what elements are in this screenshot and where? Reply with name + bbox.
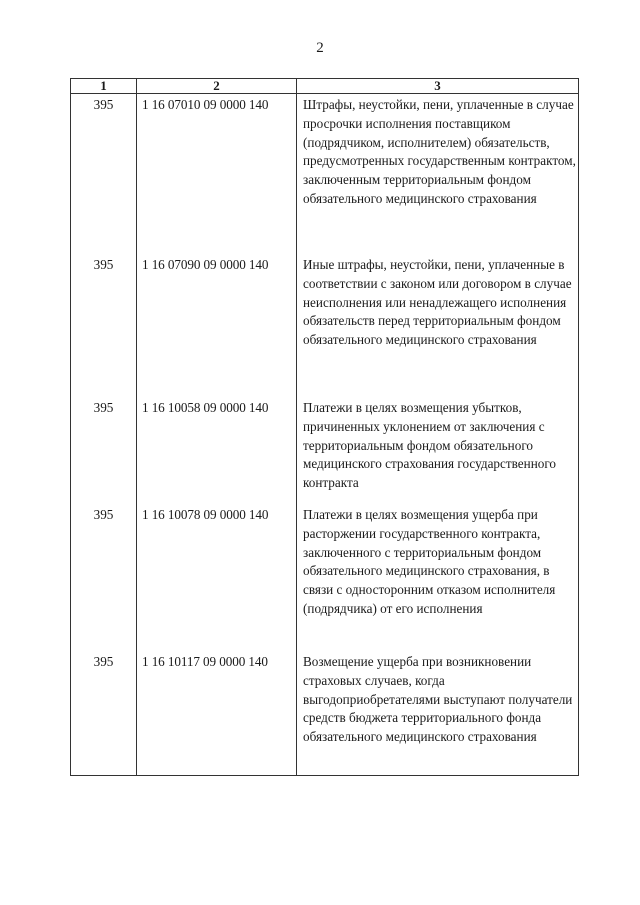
admin-code-cell: 395 (71, 254, 137, 397)
table-row (71, 254, 579, 397)
description-cell: Возмещение ущерба при возникновении страховых случаев, когда выгодоприобретателями выступают получатели средств бюджета территориального фонда обязательного медицинского страхования (297, 651, 579, 776)
column-header-1: 1 (71, 79, 137, 94)
admin-code-cell: 395 (71, 504, 137, 651)
kbk-code-cell: 1 16 07090 09 0000 140 (137, 254, 297, 397)
column-header-2: 2 (137, 79, 297, 94)
admin-code-cell: 395 (71, 397, 137, 504)
kbk-code-cell: 1 16 10078 09 0000 140 (137, 504, 297, 651)
column-header-3: 3 (297, 79, 579, 94)
table-row (71, 94, 579, 255)
admin-code-cell: 395 (71, 651, 137, 776)
page-number: 2 (316, 40, 324, 56)
kbk-code-cell: 1 16 10117 09 0000 140 (137, 651, 297, 776)
table-header-row (71, 79, 579, 94)
description-cell: Платежи в целях возмещения убытков, причиненных уклонением от заключения с территориальным фондом обязательного медицинского страхования государственного контракта (297, 397, 579, 504)
description-cell: Штрафы, неустойки, пени, уплаченные в случае просрочки исполнения поставщиком (подрядчиком, исполнителем) обязательств, предусмотренных государственным контрактом, заключенным территориальным фондом обязательного медицинского страхования (297, 94, 579, 255)
kbk-code-cell: 1 16 07010 09 0000 140 (137, 94, 297, 255)
table-row (71, 651, 579, 776)
description-cell: Платежи в целях возмещения ущерба при расторжении государственного контракта, заключенного с территориальным фондом обязательного медицинского страхования, в связи с односторонним отказом исполнителя (подрядчика) от его исполнения (297, 504, 579, 651)
description-cell: Иные штрафы, неустойки, пени, уплаченные в соответствии с законом или договором в случае неисполнения или ненадлежащего исполнения обязательств перед территориальным фондом обязательного медицинского страхования (297, 254, 579, 397)
revenue-codes-table (70, 78, 579, 776)
kbk-code-cell: 1 16 10058 09 0000 140 (137, 397, 297, 504)
admin-code-cell: 395 (71, 94, 137, 255)
table-row (71, 504, 579, 651)
table-row (71, 397, 579, 504)
